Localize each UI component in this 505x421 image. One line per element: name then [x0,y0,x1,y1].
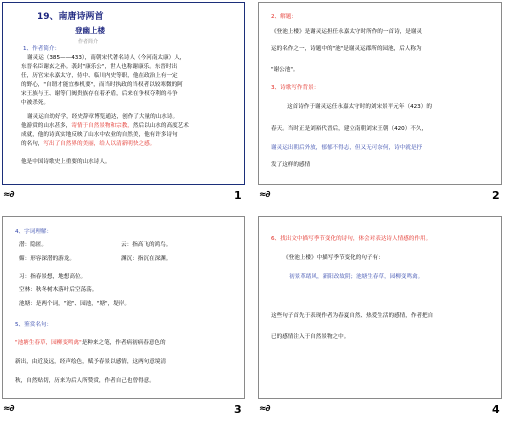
logo-icon: ≈∂ [3,190,14,200]
body-line: 春天。当时正是刘裕代晋后，建立南朝刘宋王朝（420）不久， [271,126,428,132]
body-line: 《登池上楼》是谢灵运担任永嘉太守时所作的一首诗，是谢灵 [271,29,423,35]
bio-text: 的名句， [21,141,44,147]
section-heading: 5、鉴赏名句： [15,322,53,328]
bio-text: 然后以山水的高度艺术 [132,123,189,129]
bio-line: 他是中国诗歌史上重要的山水诗人。 [21,159,111,165]
page-number: 2 [492,189,500,202]
bio-line: 谢灵运（385——433），南朝宋代著名诗人（今河南太康）人， [27,55,186,61]
vocab-item: 云：指高飞的鸿鸟。 [121,242,172,248]
page-number: 4 [492,403,500,416]
vocab-item: 媚：形容深潜的游龙。 [19,256,75,262]
slide-1-panel [2,2,245,185]
section-heading: 3、诗歌写作背景： [271,85,320,91]
body-line: 已的感情注入于自然景物之中。 [271,334,350,340]
bio-text: 他游赏的山水甚多， [21,123,72,129]
section-heading: 4、字词理解： [15,229,53,235]
vocab-item: 空林：秋冬树木落叶后空荡荡。 [19,287,98,293]
body-line: 这些句子首先于表现作者为春夏自然、热爱生活的感情，作者把自 [271,313,434,319]
bio-line: 的野心，"自谓才能宜参机要"，而当时执政的当权者以较寒微的阿 [21,82,183,88]
body-line: 发了这样的感情 [271,162,311,168]
bio-line: 宋王族与王、谢等门阀贵族存在着矛盾，后来在争权夺利的斗争 [21,91,178,97]
logo-icon: ≈∂ [259,404,270,414]
page-number: 1 [234,189,242,202]
quote-line: 新出，由近及远，经声绘色，赋予春景以感情，这两句意境清 [15,359,167,365]
bio-line: 成就，他的诗真实地反映了山水中农业的自然美，他有许多诗句 [21,132,178,138]
logo-icon: ≈∂ [3,404,14,414]
quote-text: 是种来之笔，作者病初病春意色的 [81,340,166,346]
bio-highlight: 写出了自然界的美丽，给人以清新明快之感。 [43,141,156,147]
body-line: 运的名作之一，诗题中的"池"是谢灵运郡所的园池，后人称为 [271,46,422,52]
bio-line: 东晋名臣谢玄之孙。袭封"康乐公"，世人也称谢康乐。东晋时出 [21,64,178,70]
body-line-highlight: 初景革绪风，新阳改故阴；池塘生春草，园柳变鸣禽。 [289,274,424,280]
bio-highlight: 寄情于自然景物和宗教， [71,123,133,129]
body-line-highlight: 谢灵运出朝后外放，郁郁不得志，但又无可奈何，诗中就是抒 [271,145,423,151]
slide-4-panel [258,216,502,399]
slide-2-panel [258,2,502,185]
body-line: "谢公池"。 [271,67,299,73]
vocab-item: 习：指春景想，地想高位。 [19,274,87,280]
vocab-item: 池塘：是两个词，"池"、园池，"塘"，堤岸。 [19,301,130,307]
body-line: 这首诗作于谢灵运任永嘉太守时的刘宋景平元年（423）的 [287,104,432,110]
author-label: 作者简介 [78,39,99,45]
vocab-item: 渊沉：指沉在深渊。 [121,256,172,262]
bio-line: 谢灵运自幼好学，经史辞章博览通达，创作了大量的山水诗。 [27,114,179,120]
quote-line: 秋，自然贴切，历来为后人所赞赏，作者自己也曾得意。 [15,378,155,384]
slide-3-panel [2,216,245,399]
bio-line: 中被杀死。 [21,100,49,106]
page-number: 3 [234,403,242,416]
slide-1-subtitle: 登幽上楼 [75,26,105,35]
slide-1-title: 19、南唐诗两首 [37,12,104,22]
section-heading: 2、解题： [271,14,297,20]
bio-line: 任，历官宋永嘉太守，侍中、临川内史等职，他在政治上有一定 [21,73,178,79]
section-author: 1、作者简介： [23,46,61,52]
famous-quote: "池塘生春草，园柳变鸣禽" [15,340,82,346]
section-heading: 6、找出文中描写季节变化的诗句，体会对表达诗人情感的作用。 [271,236,432,242]
bio-line-mixed [21,139,155,150]
quote-line-mixed [15,338,166,349]
vocab-item: 潜：隐匿。 [19,242,47,248]
body-line: 《登池上楼》中描写季节变化的句子有： [283,255,384,261]
logo-icon: ≈∂ [259,190,270,200]
